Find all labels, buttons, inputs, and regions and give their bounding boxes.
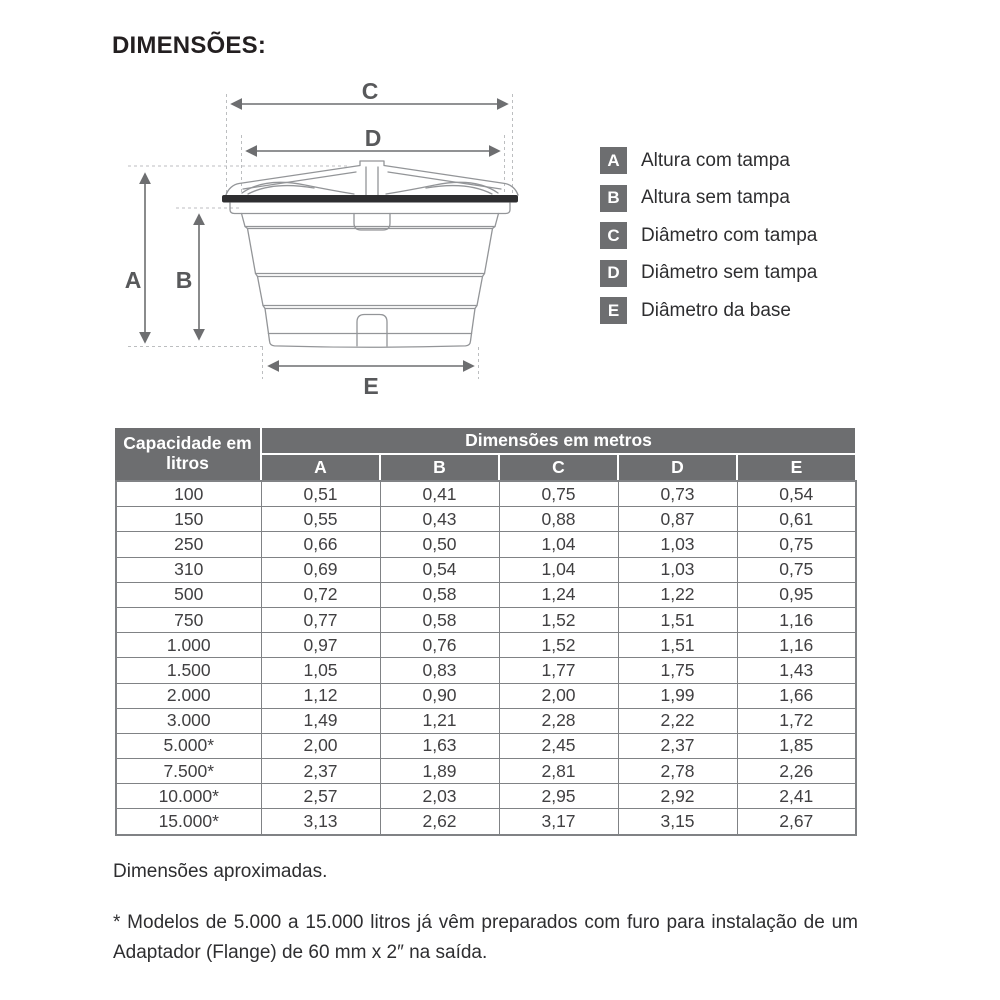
capacity-cell: 100 [116,481,261,507]
column-header-c: C [498,453,617,480]
dimension-cell: 2,57 [261,784,380,809]
dimension-cell: 0,43 [380,507,499,532]
dimension-cell: 2,95 [499,784,618,809]
extension-lines [128,94,513,379]
dimension-cell: 0,73 [618,481,737,507]
column-header-a: A [260,453,379,480]
dimension-cell: 1,24 [499,582,618,607]
dimension-cell: 0,97 [261,633,380,658]
dimension-cell: 1,12 [261,683,380,708]
dimension-cell: 1,63 [380,733,499,758]
tank-diagram [100,75,580,420]
dimension-cell: 0,72 [261,582,380,607]
table-row [116,582,856,607]
dimension-cell: 2,78 [618,759,737,784]
dimension-cell: 1,52 [499,607,618,632]
dimension-cell: 0,90 [380,683,499,708]
dim-label-c: C [361,78,379,104]
capacity-cell: 750 [116,607,261,632]
dimension-cell: 0,58 [380,607,499,632]
dimension-cell: 1,43 [737,658,856,683]
tank-seal-band [222,195,518,203]
dimension-cell: 0,75 [737,557,856,582]
legend-badge-e: E [600,297,627,324]
dimension-cell: 1,72 [737,708,856,733]
capacity-cell: 250 [116,532,261,557]
legend-label: Altura sem tampa [641,187,790,208]
capacity-cell: 15.000* [116,809,261,835]
dimension-cell: 0,75 [737,532,856,557]
dimension-cell: 1,89 [380,759,499,784]
dimension-cell: 1,52 [499,633,618,658]
capacity-cell: 5.000* [116,733,261,758]
capacity-cell: 310 [116,557,261,582]
capacity-cell: 2.000 [116,683,261,708]
dimension-cell: 0,41 [380,481,499,507]
column-header-d: D [617,453,736,480]
dimension-cell: 2,67 [737,809,856,835]
dim-label-b: B [175,267,193,293]
tank-flange [230,203,510,214]
dimension-cell: 2,81 [499,759,618,784]
group-header-cell: Dimensões em metros [260,428,855,453]
legend-badge-d: D [600,260,627,287]
dimension-cell: 0,76 [380,633,499,658]
dimension-cell: 3,13 [261,809,380,835]
column-header-e: E [736,453,855,480]
table-row [116,481,856,507]
capacity-cell: 1.500 [116,658,261,683]
dim-label-a: A [124,267,142,293]
dimension-cell: 0,54 [737,481,856,507]
legend-item-d [600,260,817,287]
dimension-cell: 1,99 [618,683,737,708]
dimension-cell: 2,26 [737,759,856,784]
asterisk-note-line1: * Modelos de 5.000 a 15.000 litros já vêm preparados com furo para instalação de um [113,912,858,933]
dimension-cell: 2,00 [499,683,618,708]
dimension-cell: 0,75 [499,481,618,507]
tank-bottom-handle [357,315,387,347]
dimension-cell: 2,92 [618,784,737,809]
dimension-cell: 2,62 [380,809,499,835]
approx-note: Dimensões aproximadas. [113,861,328,882]
table-row [116,759,856,784]
tank-lid [226,161,518,195]
dim-label-d: D [364,125,382,151]
asterisk-note [113,908,858,968]
legend-badge-c: C [600,222,627,249]
table-row [116,784,856,809]
capacity-cell: 7.500* [116,759,261,784]
dimension-cell: 1,05 [261,658,380,683]
table-row [116,557,856,582]
dimension-cell: 1,04 [499,532,618,557]
dimension-cell: 1,49 [261,708,380,733]
dimension-cell: 2,28 [499,708,618,733]
legend-label: Diâmetro da base [641,299,791,321]
table-row [116,633,856,658]
legend-item-b [600,185,817,212]
table-row [116,809,856,835]
dimension-cell: 0,69 [261,557,380,582]
legend [600,147,817,335]
capacity-cell: 3.000 [116,708,261,733]
tank-body [242,214,499,348]
dimension-cell: 0,61 [737,507,856,532]
dimension-cell: 0,95 [737,582,856,607]
legend-item-e [600,297,817,324]
dimension-cell: 0,55 [261,507,380,532]
dimension-cell: 0,77 [261,607,380,632]
dimension-cell: 2,45 [499,733,618,758]
dimension-cell: 1,66 [737,683,856,708]
capacity-header-cell: Capacidade em litros [115,428,260,480]
legend-item-c [600,222,817,249]
capacity-cell: 500 [116,582,261,607]
dimension-cell: 2,03 [380,784,499,809]
dimension-cell: 3,15 [618,809,737,835]
table-row [116,507,856,532]
dimension-cell: 0,66 [261,532,380,557]
tank-top-notch [354,214,390,231]
dimension-cell: 3,17 [499,809,618,835]
dimension-cell: 0,88 [499,507,618,532]
legend-badge-b: B [600,185,627,212]
dimension-cell: 1,51 [618,633,737,658]
legend-label: Diâmetro sem tampa [641,262,818,283]
dimension-cell: 1,22 [618,582,737,607]
asterisk-note-line2: Adaptador (Flange) de 60 mm x 2″ na saída. [113,942,488,963]
dimension-cell: 1,03 [618,532,737,557]
table-row [116,708,856,733]
dimension-cell: 1,51 [618,607,737,632]
legend-label: Diâmetro com tampa [641,224,818,246]
dimension-cell: 2,00 [261,733,380,758]
dimension-cell: 0,51 [261,481,380,507]
legend-badge-a: A [600,147,627,174]
dimension-cell: 0,58 [380,582,499,607]
legend-item-a [600,147,817,174]
dim-label-e: E [363,373,379,399]
table-row [116,683,856,708]
dimension-cell: 2,41 [737,784,856,809]
dimension-cell: 0,50 [380,532,499,557]
dimension-cell: 0,83 [380,658,499,683]
table-row [116,607,856,632]
table-row [116,532,856,557]
table-row [116,733,856,758]
dimension-cell: 1,75 [618,658,737,683]
dimension-cell: 2,37 [261,759,380,784]
dimension-cell: 1,03 [618,557,737,582]
dimension-cell: 2,37 [618,733,737,758]
dimension-cell: 1,21 [380,708,499,733]
capacity-cell: 10.000* [116,784,261,809]
legend-label: Altura com tampa [641,149,790,171]
table-header [115,428,855,480]
page-title: DIMENSÕES: [112,32,267,59]
table-body [115,480,857,836]
dimension-cell: 0,54 [380,557,499,582]
dimension-cell: 1,16 [737,633,856,658]
dimension-cell: 1,16 [737,607,856,632]
dimension-cell: 0,87 [618,507,737,532]
dimension-cell: 2,22 [618,708,737,733]
column-header-b: B [379,453,498,480]
dimension-cell: 1,77 [499,658,618,683]
dimension-cell: 1,04 [499,557,618,582]
capacity-cell: 150 [116,507,261,532]
dimensions-table [115,428,855,836]
capacity-cell: 1.000 [116,633,261,658]
dimension-cell: 1,85 [737,733,856,758]
table-row [116,658,856,683]
